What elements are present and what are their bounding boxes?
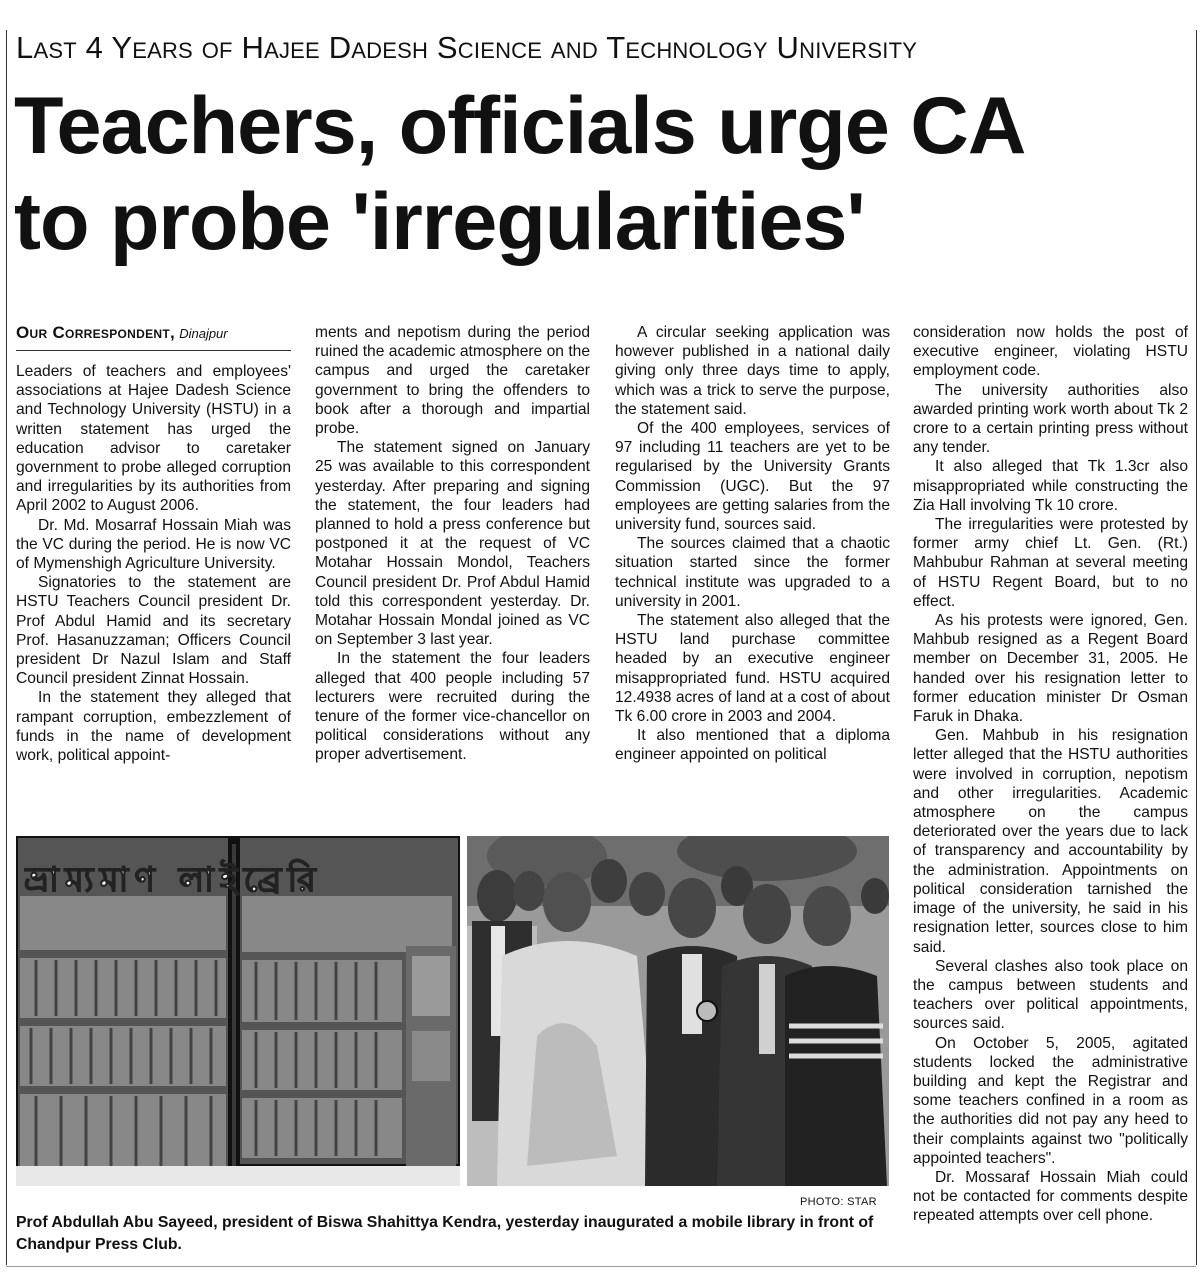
photo-caption: Prof Abdullah Abu Sayeed, president of Biswa Shahittya Kendra, yesterday inaugurated a mobile library in front of Chandpur Press Club. — [16, 1214, 874, 1253]
paragraph: It also mentioned that a diploma engineer appointed on political — [615, 727, 890, 764]
paragraph: As his protests were ignored, Gen. Mahbub resigned as a Regent Board member on December 31, 2005. He handed over his resignation letter to former education minister Dr Osman Faruk in Dhaka. — [913, 612, 1188, 726]
paragraph: Of the 400 employees, services of 97 including 11 teachers are yet to be regularised by the University Grants Commission (UGC). But the 97 employees are getting salaries from the university fund, sources said. — [615, 420, 890, 534]
paragraph: consideration now holds the post of executive engineer, violating HSTU employment code. — [913, 324, 1188, 380]
kicker: Last 4 Years of Hajee Dadesh Science and Technology University — [16, 30, 918, 65]
paragraph: The irregularities were protested by former army chief Lt. Gen. (Rt.) Mahbubur Rahman at several meeting of HSTU Regent Board, but to no effect. — [913, 516, 1188, 610]
paragraph: The statement signed on January 25 was available to this correspondent yesterday. After preparing and signing the statement, the four leaders had planned to hold a press conference but postponed it at the request of VC Motahar Hossain Mondol, Teachers Council president Dr. Prof Abdul Hamid told this correspondent yesterday. Dr. Motahar Hossain Mondal joined as VC on September 3 last year. — [315, 439, 590, 649]
byline-divider — [16, 350, 291, 351]
paragraph: Dr. Md. Mosarraf Hossain Miah was the VC during the period. He is now VC of Mymenshigh Agriculture University. — [16, 516, 291, 573]
column-3 — [615, 323, 890, 765]
paragraph: Signatories to the statement are HSTU Teachers Council president Dr. Prof Abdul Hamid and its secretary Prof. Hasanuzzaman; Officers Council president Dr Nazul Islam and Staff Council president Zinnat Hossain. — [16, 574, 291, 688]
byline-author: Our Correspondent, — [16, 323, 176, 342]
left-border — [6, 30, 7, 1265]
paragraph: It also alleged that Tk 1.3cr also misappropriated while constructing the Zia Hall involving Tk 10 crore. — [913, 458, 1188, 514]
paragraph: Leaders of teachers and employees' associations at Hajee Dadesh Science and Technology University (HSTU) in a written statement has urged the education advisor to caretaker government to probe alleged corruption and irregularities by its authorities from April 2002 to August 2006. — [16, 363, 291, 515]
paragraph: On October 5, 2005, agitated students locked the administrative building and kept the Registrar and some teachers confined in a room as the authorities did not pay any heed to their complaints against two "politically appointed teachers". — [913, 1034, 1188, 1167]
paragraph: ments and nepotism during the period ruined the academic atmosphere on the campus and urged the caretaker government to bring the offenders to book after a thorough and impartial probe. — [315, 324, 590, 438]
paragraph: In the statement they alleged that rampant corruption, embezzlement of funds in the name of development work, political appoint- — [16, 689, 291, 765]
photo-credit: PHOTO: STAR — [800, 1196, 877, 1208]
photo-library-van — [16, 836, 460, 1186]
headline-line-1: Teachers, officials urge CA — [14, 81, 1026, 171]
photo-group — [467, 836, 889, 1186]
byline — [16, 323, 291, 343]
headline-line-2: to probe 'irregularities' — [14, 177, 865, 267]
paragraph: Several clashes also took place on the campus between students and teachers over political appointments, sources said. — [913, 957, 1188, 1033]
byline-location: Dinajpur — [179, 326, 228, 341]
paragraph: The university authorities also awarded printing work worth about Tk 2 crore to a certain printing press without any tender. — [913, 381, 1188, 457]
paragraph: Gen. Mahbub in his resignation letter alleged that the HSTU authorities were involved in corruption, nepotism and other irregularities. Academic atmosphere on the campus deteriorated over the years due to lack of transparency and accountability by the administration. Appointments on political consideration tarnished the image of the university, he said in his resignation letter, sources close to him said. — [913, 727, 1188, 956]
column-1 — [16, 362, 291, 765]
headline — [14, 78, 1194, 270]
paragraph: Dr. Mossaraf Hossain Miah could not be contacted for comments despite repeated attempts over cell phone. — [913, 1168, 1188, 1225]
paragraph: A circular seeking application was however published in a national daily giving only three days time to apply, which was a trick to serve the purpose, the statement said. — [615, 324, 890, 418]
right-border — [1196, 30, 1197, 1265]
column-2 — [315, 323, 590, 765]
bottom-border — [6, 1266, 1196, 1267]
paragraph: In the statement the four leaders alleged that 400 people including 57 lecturers were recruited during the tenure of the former vice-chancellor on political considerations without any proper advertisement. — [315, 650, 590, 764]
library-sign: ভ্রাম্যমাণ লাইব্রেরি — [24, 860, 322, 900]
column-4 — [913, 323, 1188, 1226]
paragraph: The statement also alleged that the HSTU land purchase committee headed by an executive engineer misappropriated fund. HSTU acquired 12.4938 acres of land at a cost of about Tk 6.00 crore in 2003 and 2004. — [615, 612, 890, 726]
paragraph: The sources claimed that a chaotic situation started since the former technical institute was upgraded to a university in 2001. — [615, 535, 890, 610]
